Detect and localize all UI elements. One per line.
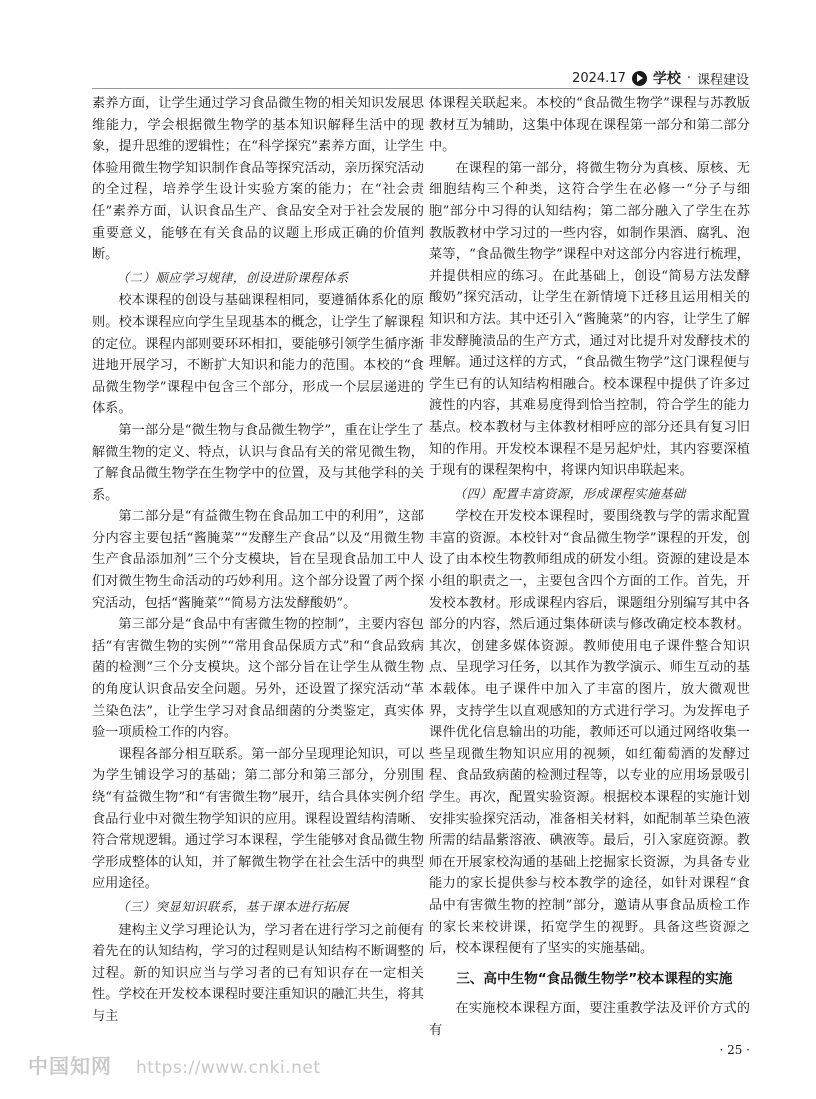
subheading: （三）突显知识联系，基于课本进行拓展	[116, 898, 349, 914]
paragraph: 素养方面，让学生通过学习食品微生物的相关知识发展思维能力，学会根据微生物学的基本知识解释生活中的现象，提升思维的逻辑性；在“科学探究”素养方面，让学生体验用微生物学知识制作食品等探究活动，亲历探究活动的全过程，培养学生设计实验方案的能力；在“社会责任”素养方面，认识食品生产、食品安全对于社会发展的重要意义，能够在有关食品的议题上形成正确的价值判断。	[92, 96, 424, 263]
watermark-url: https://www.cnki.net	[136, 1058, 321, 1078]
issue-number: 2024.17	[572, 70, 626, 86]
paragraph: 课程各部分相互联系。第一部分呈现理论知识，可以为学生铺设学习的基础；第二部分和第三部分，分别围绕“有益微生物”和“有害微生物”展开，结合具体实例介绍食品行业中对微生物学知识的应用。课程设置结构清晰、符合常规逻辑。通过学习本课程，学生能够对食品微生物学形成整体的认知，并了解微生物学在社会生活中的典型应用途径。	[92, 746, 424, 892]
paragraph: 第一部分是“微生物与食品微生物学”，重在让学生了解微生物的定义、特点，认识与食品有关的常见微生物，了解食品微生物学在生物学中的位置，及与其他学科的关系。	[92, 422, 424, 503]
paragraph: 校本课程的创设与基础课程相同，要遵循体系化的原则。校本课程应向学生呈现基本的概念，让学生了解课程的定位。课程内部则要环环相扣，要能够引领学生循序渐进地开展学习，不断扩大知识和能力的范围。本校的“食品微生物学”课程中包含三个部分，形成一个层层递进的体系。	[92, 293, 424, 417]
watermark	[28, 1050, 320, 1079]
paragraph: 第二部分是“有益微生物在食品加工中的利用”，这部分内容主要包括“酱腌菜”“发酵生产食品”以及“用微生物生产食品添加剂”三个分支模块，旨在呈现食品加工中人们对微生物生命活动的巧妙利用。这个部分设置了两个探究活动，包括“酱腌菜”“简易方法发酵酸奶”。	[92, 509, 424, 611]
running-header	[572, 68, 749, 88]
subheading: （二）顺应学习规律，创设进阶课程体系	[116, 269, 349, 285]
paragraph: 在实施校本课程方面，要注重教学法及评价方式的有	[429, 1001, 750, 1038]
header-separator: ·	[686, 70, 691, 86]
section-name: 学校	[652, 71, 681, 87]
section-heading: 三、高中生物“食品微生物学”校本课程的实施	[456, 970, 733, 987]
subsection-name: 课程建设	[696, 72, 749, 88]
paragraph: 建构主义学习理论认为，学习者在进行学习之前便有着先在的认知结构，学习的过程则是认知结构不断调整的过程。新的知识应当与学习者的已有知识存在一定相关性。学校在开发校本课程时要注重知识的融汇共生，将其与主	[92, 922, 424, 1024]
header-divider	[92, 88, 750, 89]
paragraph: 在课程的第一部分，将微生物分为真核、原核、无细胞结构三个种类，这符合学生在必修一“分子与细胞”部分中习得的认知结构；第二部分融入了学生在苏教版教材中学习过的一些内容，如制作果酒、腐乳、泡菜等，“食品微生物学”课程中对这部分内容进行梳理，并提供相应的练习。在此基础上，创设“简易方法发酵酸奶”探究活动，让学生在新情境下迁移且运用相关的知识和方法。其中还引入“酱腌菜”的内容，让学生了解非发酵腌渍品的生产方式，通过对比提升对发酵技术的理解。通过这样的方式，“食品微生物学”这门课程便与学生已有的认知结构相融合。校本课程中提供了许多过渡性的内容，其难易度得到恰当控制，符合学生的能力基点。校本教材与主体教材相呼应的部分还具有复习旧知的作用。开发校本课程不是另起炉灶，其内容要深植于现有的课程架构中，将课内知识串联起来。	[429, 160, 750, 479]
play-icon	[632, 71, 647, 86]
paragraph: 第三部分是“食品中有害微生物的控制”，主要内容包括“有害微生物的实例”“常用食品保质方式”和“食品致病菌的检测”三个分支模块。这个部分旨在让学生从微生物的角度认识食品安全问题。另外，还设置了探究活动“革兰染色法”，让学生学习对食品细菌的分类鉴定，真实体验一项质检工作的内容。	[92, 617, 424, 741]
paragraph: 体课程关联起来。本校的“食品微生物学”课程与苏教版教材互为辅助，这集中体现在课程第一部分和第二部分中。	[429, 96, 750, 155]
left-column	[92, 93, 424, 1028]
paragraph: 学校在开发校本课程时，要围绕教与学的需求配置丰富的资源。本校针对“食品微生物学”课程的开发，创设了由本校生物教师组成的研发小组。资源的建设是本小组的职责之一，主要包含四个方面的工作。首先，开发校本教材。形成课程内容后，课题组分别编写其中各部分的内容，然后通过集体研读与修改确定校本教材。其次，创建多媒体资源。教师使用电子课件整合知识点、呈现学习任务，以其作为教学演示、师生互动的基本载体。电子课件中加入了丰富的图片，放大微观世界，支持学生以直观感知的方式进行学习。为发挥电子课件优化信息输出的功能，教师还可以通过网络收集一些呈现微生物知识应用的视频，如红葡萄酒的发酵过程、食品致病菌的检测过程等，以专业的应用场景吸引学生。再次，配置实验资源。根据校本课程的实施计划安排实验探究活动，准备相关材料，如配制革兰染色液所需的结晶紫溶液、碘液等。最后，引入家庭资源。教师在开展家校沟通的基础上挖掘家长资源，为具备专业能力的家长提供参与校本教学的途径，如针对课程“食品中有害微生物的控制”部分，邀请从事食品质检工作的家长来校讲课，拓宽学生的视野。具备这些资源之后，校本课程便有了坚实的实施基础。	[429, 509, 750, 957]
watermark-brand: 中国知网	[28, 1054, 112, 1078]
page-number: · 25 ·	[719, 1043, 750, 1057]
right-column	[429, 93, 750, 1042]
subheading: （四）配置丰富资源，形成课程实施基础	[453, 485, 686, 501]
